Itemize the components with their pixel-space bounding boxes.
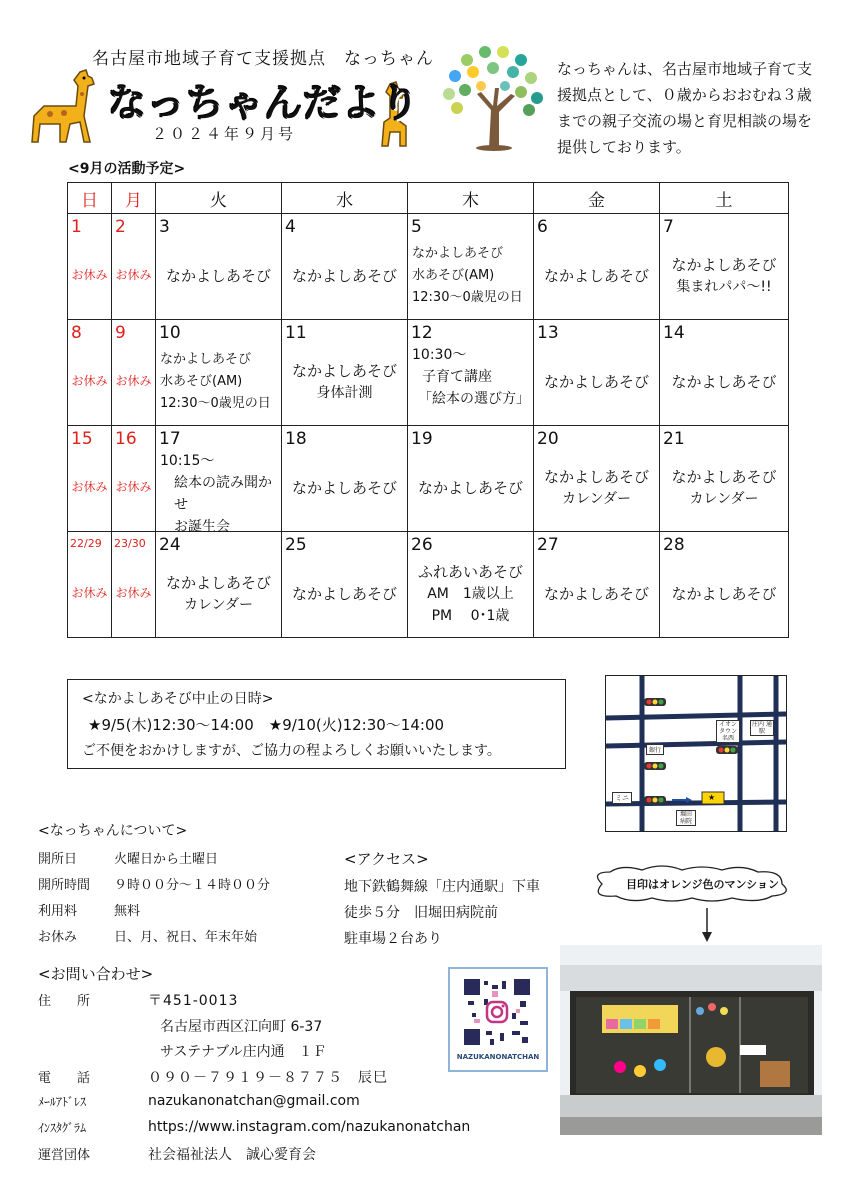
insta-url[interactable]: https://www.instagram.com/nazukanonatchan [148,1119,471,1135]
about-label: 開所日 [38,852,78,867]
phone-number[interactable]: ０９０－７９１９－８７７５ 辰巳 [148,1070,388,1086]
postal-code: 〒451-0013 [148,993,239,1009]
event-line: なかよしあそび [412,245,504,261]
calendar-cell-tue [156,320,282,426]
day-number: 11 [285,323,307,343]
about-label: 開所時間 [38,878,91,893]
org-label: 運営団体 [38,1148,91,1163]
intro-text: なっちゃんは、名古屋市地域子育て支援拠点として、０歳からおおむね３歳までの親子交流の場と育児相談の場を提供しております。 [557,60,813,156]
cancel-heading: <なかよしあそび中止の日時> [82,691,274,707]
day-number: 2 [115,217,126,237]
event-block [156,450,281,535]
arrow-down-icon [700,908,714,942]
calendar-cell-mon [112,426,156,532]
access-map [605,675,787,832]
calendar-cell-sun [68,532,112,638]
event-block [660,344,788,419]
event-line: なかよしあそび [543,467,649,486]
cancel-note: ご不便をおかけしますが、ご協力の程よろしくお願いいたします。 [82,743,501,759]
tree-icon [437,40,549,152]
map-drawing [606,676,786,831]
day-number: 8 [71,323,82,343]
day-number: 28 [663,535,685,555]
event-line: なかよしあそび [671,255,777,274]
day-number: 18 [285,429,307,449]
day-number: 10 [159,323,181,343]
event-line: 10:30～ [412,347,467,363]
event-line: PM 0･1歳 [431,607,510,624]
calendar-cell-tue [156,426,282,535]
calendar-cell-thu [408,320,534,426]
map-label-hospital: 堀田 病院 [676,810,696,826]
event-line: カレンダー [689,490,759,507]
event-line: なかよしあそび [543,266,649,285]
header-tue: 火 [156,183,282,214]
event-block [660,556,788,631]
day-number: 7 [663,217,674,237]
day-number: 25 [285,535,307,555]
day-number: 6 [537,217,548,237]
event-line: AM 1歳以上 [427,585,514,602]
day-number: 26 [411,535,433,555]
newsletter-title: なっちゃんだより [108,81,421,125]
map-label-aeon: イオン タウン 名西 [716,720,740,743]
giraffe-left-icon [30,66,110,146]
event-line: 10:15～ [160,453,215,469]
map-label-bank: 銀行 [646,744,664,755]
event-block [534,344,659,419]
address-line-2: サステナブル庄内通 １Ｆ [160,1044,327,1060]
calendar-cell-thu [408,532,534,638]
qr-caption: NAZUKANONATCHAN [456,1053,540,1061]
header-sat: 土 [660,183,789,214]
event-block [408,450,533,525]
calendar-cell-wed [282,426,408,532]
day-number: 17 [159,429,181,449]
closed-label: お休み [71,268,108,282]
about-value: ９時００分～１４時００分 [114,878,271,893]
closed-label: お休み [71,374,108,388]
event-block [408,344,533,419]
org-name: 名古屋市地域子育て支援拠点 なっちゃん [92,49,434,69]
event-block [408,556,533,631]
event-block [408,238,533,313]
header-thu: 木 [408,183,534,214]
issue-date: ２０２４年９月号 [152,125,297,143]
calendar-cell-thu [408,214,534,320]
event-line: なかよしあそび [543,372,649,391]
day-number: 13 [537,323,559,343]
about-value: 火曜日から土曜日 [114,852,219,867]
event-line: なかよしあそび [165,573,271,592]
event-block [282,450,407,525]
cancel-dates: ★9/5(木)12:30～14:00 ★9/10(火)12:30～14:00 [88,716,445,734]
event-line: 水あそび(AM) [412,267,495,283]
instagram-qr-code[interactable] [448,967,548,1072]
contact-heading: <お問い合わせ> [38,965,154,983]
calendar-week-row [68,320,789,426]
closed-label: お休み [115,480,152,494]
event-line: なかよしあそび [291,361,397,380]
event-line: 集まれパパ～!! [676,278,772,295]
calendar-cell-sun [68,426,112,532]
event-line: 「絵本の選び方」 [418,391,530,407]
calendar-cell-tue [156,532,282,638]
qr-pattern [450,969,546,1053]
calendar-cell-thu [408,426,534,532]
calendar-cell-fri [534,426,660,532]
about-label: お休み [38,930,78,945]
event-line: カレンダー [561,490,632,507]
event-block [660,450,788,525]
access-heading: <アクセス> [344,850,429,868]
day-number: 20 [537,429,559,449]
day-number: 24 [159,535,181,555]
event-line: なかよしあそび [543,584,649,603]
calendar-cell-tue [156,214,282,320]
calendar-cell-wed [282,320,408,426]
day-number: 4 [285,217,296,237]
event-line: なかよしあそび [417,478,523,497]
storefront-drawing [560,945,822,1135]
calendar-cell-fri [534,532,660,638]
event-line: 水あそび(AM) [160,373,243,389]
event-line: なかよしあそび [671,584,777,603]
closed-label: お休み [71,480,108,494]
event-line: カレンダー [183,596,254,613]
access-line-2: 徒歩５分 旧堀田病院前 [344,905,498,921]
calendar-cell-sat [660,214,789,320]
about-label: 利用料 [38,904,78,919]
day-number: 14 [663,323,685,343]
header-sun: 日 [68,183,112,214]
closed-label: お休み [115,586,152,600]
storefront-photo [560,945,822,1135]
event-line: なかよしあそび [671,467,777,486]
event-block [534,238,659,313]
calendar-cell-sun [68,214,112,320]
day-number: 12 [411,323,433,343]
calendar-cell-fri [534,214,660,320]
header-mon: 月 [112,183,156,214]
closed-label: お休み [115,268,152,282]
about-heading: <なっちゃんについて> [38,823,188,839]
day-number: 16 [115,429,137,449]
cancel-notice [67,679,566,769]
day-number: 5 [411,217,422,237]
event-block [156,238,281,313]
map-star-marker: ★ [708,793,716,802]
calendar-week-row [68,532,789,638]
about-value: 無料 [114,904,141,919]
address-line-1: 名古屋市西区江向町 6-37 [160,1019,323,1035]
event-block [534,450,659,525]
schedule-label: <9月の活動予定> [68,161,186,177]
calendar-cell-sat [660,426,789,532]
event-line: 子育て講座 [422,369,492,385]
event-line: ふれあいあそび [417,562,523,581]
calendar-cell-mon [112,532,156,638]
event-line: 12:30～0歳児の日 [160,395,271,411]
event-line: なかよしあそび [671,372,777,391]
event-line: なかよしあそび [291,584,397,603]
closed-label: お休み [115,374,152,388]
map-label-mini: ミニ [612,792,632,804]
header-wed: 水 [282,183,408,214]
day-number: 9 [115,323,126,343]
day-number: 22/29 [70,537,102,550]
closed-label: お休み [71,586,108,600]
calendar-cell-sun [68,320,112,426]
event-line: なかよしあそび [291,266,397,285]
event-line: お誕生会 [174,519,230,535]
calendar-week-row [68,426,789,532]
about-value: 日、月、祝日、年末年始 [114,930,258,945]
event-line: なかよしあそび [165,266,271,285]
day-number: 21 [663,429,685,449]
event-line: 身体計測 [316,384,373,401]
calendar-cell-wed [282,214,408,320]
event-block [282,556,407,631]
calendar-cell-mon [112,320,156,426]
mail-label: ﾒｰﾙｱﾄﾞﾚｽ [38,1095,87,1109]
event-block [282,344,407,419]
operating-org: 社会福祉法人 誠心愛育会 [148,1147,316,1163]
day-number: 19 [411,429,433,449]
calendar-week-row [68,214,789,320]
insta-label: ｲﾝｽﾀｸﾞﾗﾑ [38,1121,87,1135]
calendar-cell-fri [534,320,660,426]
day-number: 23/30 [114,537,146,550]
map-label-station: 庄内 通駅 [750,720,774,736]
address-label: 住 所 [38,994,91,1009]
event-block [156,344,281,419]
event-block [660,238,788,313]
calendar-cell-mon [112,214,156,320]
access-line-3: 駐車場２台あり [344,931,442,947]
day-number: 1 [71,217,82,237]
header-fri: 金 [534,183,660,214]
event-block [156,556,281,631]
calendar-table [67,182,789,638]
calendar-cell-sat [660,320,789,426]
mail-address[interactable]: nazukanonatchan@gmail.com [148,1093,360,1109]
day-number: 3 [159,217,170,237]
event-line: 12:30～0歳児の日 [412,289,523,305]
event-block [534,556,659,631]
event-line: なかよしあそび [291,478,397,497]
day-number: 27 [537,535,559,555]
event-line: 絵本の読み聞かせ [174,475,272,513]
landmark-text: 目印はオレンジ色のマンション [626,878,779,891]
day-number: 15 [71,429,93,449]
calendar-cell-sat [660,532,789,638]
access-line-1: 地下鉄鶴舞線「庄内通駅」下車 [344,879,540,895]
event-line: なかよしあそび [160,351,252,367]
phone-label: 電 話 [38,1071,91,1086]
event-block [282,238,407,313]
calendar-cell-wed [282,532,408,638]
calendar-header-row [68,183,789,214]
